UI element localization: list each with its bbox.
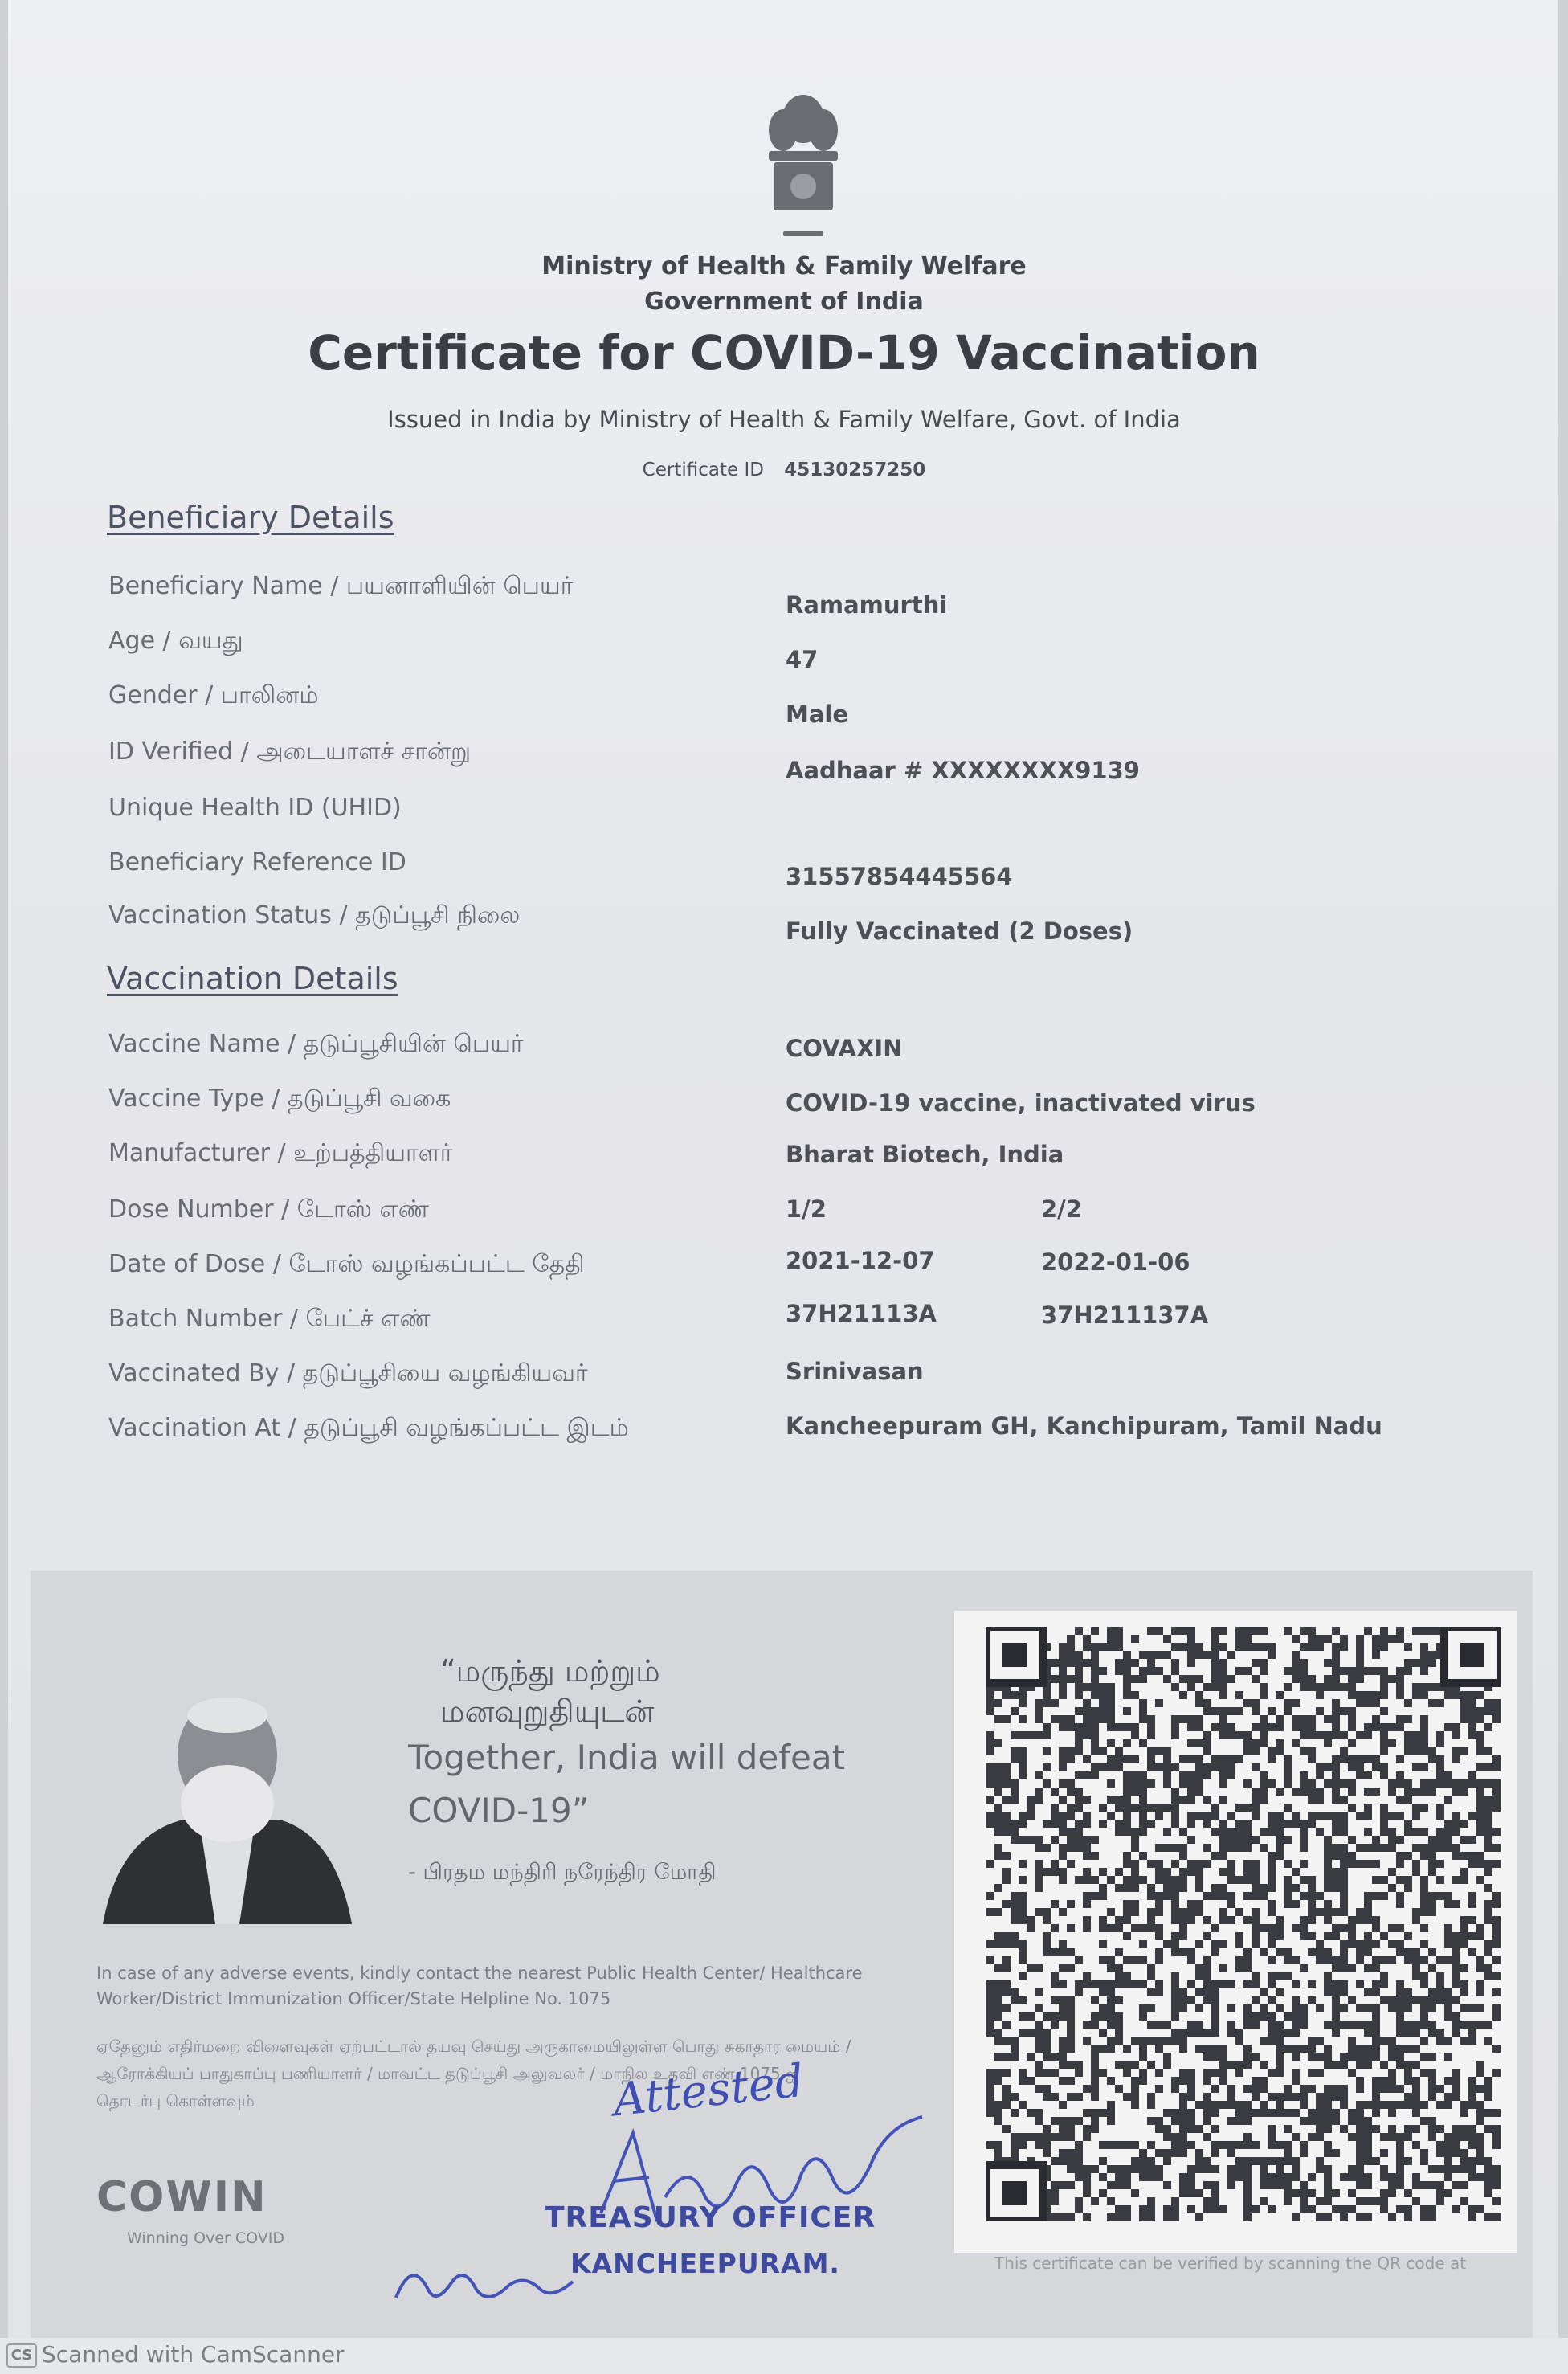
batch-number-value-2: 37H211137A: [1041, 1301, 1209, 1329]
quote-tamil: [440, 1651, 660, 1731]
treasury-officer-stamp: TREASURY OFFICER: [545, 2201, 876, 2234]
beneficiary-name-value: Ramamurthi: [786, 591, 948, 619]
camscanner-label: Scanned with CamScanner: [42, 2341, 345, 2368]
attested-handwriting: Attested: [610, 2054, 806, 2127]
certificate-title: Certificate for COVID-19 Vaccination: [308, 325, 1260, 380]
id-verified-value: Aadhaar # XXXXXXXX9139: [786, 757, 1140, 784]
ministry-heading: [0, 249, 1568, 320]
ministry-name: Ministry of Health & Family Welfare: [541, 252, 1027, 280]
vaccination-status-value: Fully Vaccinated (2 Doses): [786, 917, 1133, 945]
age-value: 47: [786, 646, 819, 673]
quote-tamil-line-2: மனவுறுதியுடன்: [440, 1694, 655, 1729]
gender-label: Gender / பாலினம்: [108, 681, 319, 709]
qr-code-container: [954, 1611, 1517, 2253]
national-emblem-icon: [751, 88, 855, 249]
date-of-dose-value-2: 2022-01-06: [1041, 1248, 1190, 1276]
certificate-subtitle: Issued in India by Ministry of Health & Family Welfare, Govt. of India: [387, 406, 1181, 433]
manufacturer-value: Bharat Biotech, India: [786, 1141, 1064, 1168]
manufacturer-label: Manufacturer / உற்பத்தியாளர்: [108, 1139, 453, 1167]
quote-english-line-1: Together, India will defeat: [408, 1738, 846, 1777]
cowin-logo: COWIN: [96, 2173, 267, 2221]
vaccinated-by-label: Vaccinated By / தடுப்பூசியை வழங்கியவர்: [108, 1359, 588, 1387]
government-name: Government of India: [644, 288, 924, 316]
quote-english-line-2: COVID-19”: [408, 1791, 590, 1830]
certificate-id-value: 45130257250: [784, 460, 926, 480]
dated-initials: [388, 2241, 581, 2314]
quote-tamil-line-1: “மருந்து மற்றும்: [440, 1653, 660, 1689]
date-of-dose-value-1: 2021-12-07: [786, 1247, 935, 1274]
camscanner-logo-icon: CS: [6, 2343, 37, 2368]
dose-number-value-1: 1/2: [786, 1195, 827, 1223]
beneficiary-section-title: Beneficiary Details: [107, 500, 394, 535]
vaccine-type-value: COVID-19 vaccine, inactivated virus: [786, 1089, 1256, 1117]
vaccination-section-title: Vaccination Details: [107, 961, 398, 996]
certificate-id-label: Certificate ID: [642, 460, 764, 480]
vaccine-type-label: Vaccine Type / தடுப்பூசி வகை: [108, 1085, 451, 1113]
batch-number-label: Batch Number / பேட்ச் எண்: [108, 1305, 431, 1333]
vaccination-status-label: Vaccination Status / தடுப்பூசி நிலை: [108, 901, 521, 930]
quote-attribution: - பிரதம மந்திரி நரேந்திர மோதி: [408, 1860, 717, 1885]
gender-value: Male: [786, 701, 849, 728]
dose-number-value-2: 2/2: [1041, 1195, 1082, 1223]
prime-minister-photo: [95, 1691, 360, 1924]
batch-number-value-1: 37H21113A: [786, 1300, 937, 1327]
bottom-panel: [31, 1571, 1533, 2338]
beneficiary-name-label: Beneficiary Name / பயனாளியின் பெயர்: [108, 572, 574, 600]
vaccine-name-value: COVAXIN: [786, 1035, 903, 1062]
id-verified-label: ID Verified / அடையாளச் சான்று: [108, 738, 472, 766]
verification-qr-code[interactable]: [986, 1627, 1501, 2221]
helpline-tamil: ஏதேனும் எதிர்மறை விளைவுகள் ஏற்பட்டால் தயவு செய்து அருகாமையிலுள்ள பொது சுகாதார மையம் / ஆரோக்கியப் பாதுகாப்பு பணியாளர் / மாவட்ட தடுப்பூசி அலுவலர் / மாநில உதவி எண் 1075 ஐ தொடர்பு கொள்ளவும்: [96, 2037, 851, 2110]
vaccine-name-label: Vaccine Name / தடுப்பூசியின் பெயர்: [108, 1030, 524, 1058]
certificate-id: [0, 460, 1568, 480]
age-label: Age / வயது: [108, 627, 243, 655]
vaccination-at-value: Kancheepuram GH, Kanchipuram, Tamil Nadu: [786, 1412, 1382, 1440]
date-of-dose-label: Date of Dose / டோஸ் வழங்கப்பட்ட தேதி: [108, 1250, 585, 1278]
qr-verify-text: This certificate can be verified by scanning the QR code at: [994, 2253, 1467, 2273]
reference-id-value: 31557854445564: [786, 863, 1013, 890]
dose-number-label: Dose Number / டோஸ் எண்: [108, 1195, 429, 1224]
cowin-tagline: Winning Over COVID: [127, 2229, 285, 2247]
stamp-place: KANCHEEPURAM.: [570, 2248, 840, 2279]
vaccinated-by-value: Srinivasan: [786, 1358, 924, 1385]
uhid-label: Unique Health ID (UHID): [108, 794, 402, 822]
reference-id-label: Beneficiary Reference ID: [108, 848, 406, 876]
quote-english: [408, 1731, 845, 1837]
vaccination-at-label: Vaccination At / தடுப்பூசி வழங்கப்பட்ட இடம்: [108, 1414, 629, 1442]
helpline-english: In case of any adverse events, kindly contact the nearest Public Health Center/ Healthcare Worker/District Immunization Officer/State Helpline No. 1075: [96, 1963, 863, 2008]
